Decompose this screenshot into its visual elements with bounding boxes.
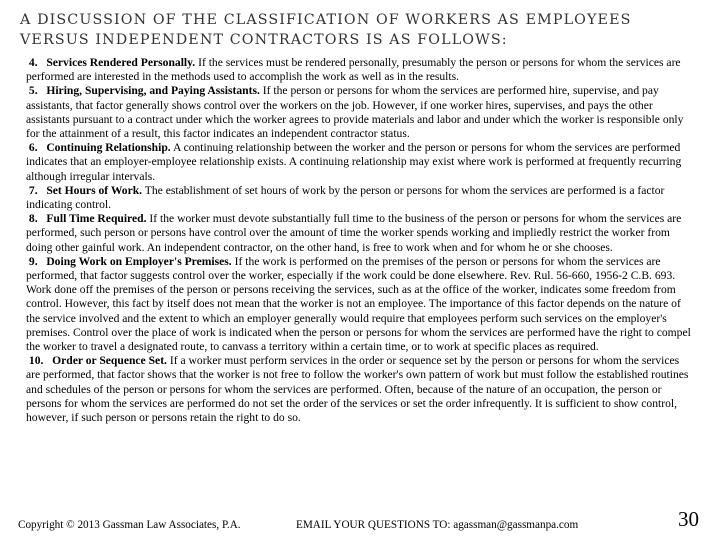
factor-text: If the worker must devote substantially full time to the business of the person or persons for whom the services are performed, such person or persons have control over the amount of time the worker spends working and impliedly restrict the worker from doing other gainful work. An independent contractor, on the other hand, is free to work when and for whom he or she chooses. — [26, 212, 682, 254]
title-line-1: A DISCUSSION OF THE CLASSIFICATION OF WORKERS AS EMPLOYEES — [20, 12, 632, 28]
factor-text: If the person or persons for whom the services are performed hire, supervise, and pay assistants, that factor generally shows control over the workers on the job. However, if one worker hires, supervises, and pays the other assistants pursuant to a contract under which the worker agrees to provide materials and labor and under which the worker is responsible only for the attainment of a result, this factor indicates an independent contractor status. — [26, 84, 684, 141]
copyright-notice: Copyright © 2013 Gassman Law Associates, P.A. — [18, 519, 241, 531]
factor-number: 4. — [28, 56, 38, 69]
factor-5 — [26, 84, 694, 141]
factor-term: Continuing Relationship. — [46, 141, 171, 155]
factor-list — [26, 56, 694, 425]
factor-text: If the services must be rendered personally, presumably the person or persons for whom the services are performed are interested in the methods used to accomplish the work as well as in the results. — [26, 56, 681, 84]
factor-6 — [26, 141, 694, 184]
factor-number: 5. — [28, 84, 38, 98]
page-title — [20, 10, 700, 50]
factor-9 — [26, 255, 694, 354]
factor-term: Full Time Required. — [46, 212, 147, 226]
factor-number: 8. — [28, 212, 38, 226]
factor-number: 6. — [28, 141, 38, 155]
factor-term: Set Hours of Work. — [46, 183, 143, 197]
factor-text: The establishment of set hours of work by the person or persons for whom the services are performed is a factor indicating control. — [26, 183, 665, 212]
factor-10 — [26, 354, 694, 425]
factor-number: 7. — [28, 183, 38, 197]
factor-text: If a worker must perform services in the order or sequence set by the person or persons for whom the services are performed, that factor shows that the worker is not free to follow the worker's own pattern of work but must follow the established routines and schedules of the person or persons for whom the services are performed. Often, because of the nature of an occupation, the person or persons for whom the services are performed do not set the order of the services or set the order infrequently. It is sufficient to show control, however, if such person or persons retain the right to do so. — [26, 354, 689, 425]
factor-term: Hiring, Supervising, and Paying Assistants. — [46, 84, 260, 98]
factor-text: A continuing relationship between the worker and the person or persons for whom the services are performed indicates that an employer-employee relationship exists. A continuing relationship may exist where work is performed at frequently recurring although irregular intervals. — [26, 141, 682, 183]
factor-term: Doing Work on Employer's Premises. — [46, 254, 232, 268]
title-line-2: VERSUS INDEPENDENT CONTRACTORS IS AS FOLLOWS: — [20, 32, 508, 48]
contact-email: EMAIL YOUR QUESTIONS TO: agassman@gassmanpa.com — [296, 519, 579, 531]
page-number: 30 — [678, 507, 699, 531]
factor-8 — [26, 212, 694, 255]
factor-7 — [26, 184, 694, 212]
factor-text: If the work is performed on the premises of the person or persons for whom the services are performed, that factor suggests control over the worker, especially if the work could be done elsewhere. Rev. Rul. 56-660, 1956-2 C.B. 693. Work done off the premises of the person or persons receiving the services, such as at the office of the worker, indicates some freedom from control. However, this fact by itself does not mean that the worker is not an employee. The importance of this factor depends on the nature of the service involved and the extent to which an employer generally would require that employees perform such services on the employer's premises. Control over the place of work is indicated when the person or persons for whom the services are performed have the right to compel the worker to travel a designated route, to canvass a territory within a certain time, or to work at specific places as required. — [26, 254, 691, 354]
factor-4 — [26, 56, 694, 84]
factor-term: Order or Sequence Set. — [52, 354, 167, 368]
factor-number: 9. — [28, 254, 38, 268]
factor-number: 10. — [28, 354, 44, 368]
factor-term: Services Rendered Personally. — [46, 56, 196, 69]
